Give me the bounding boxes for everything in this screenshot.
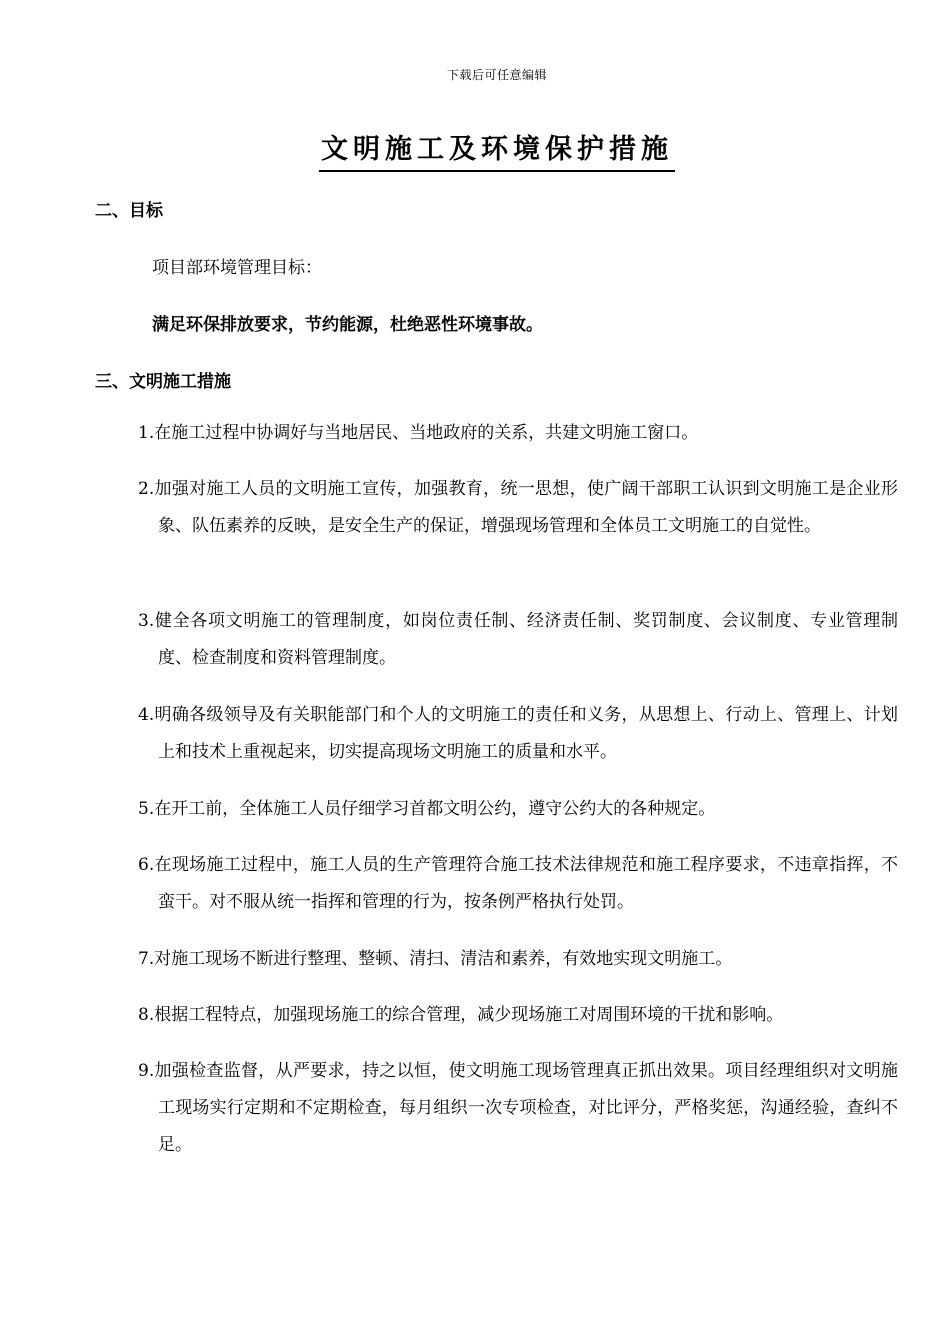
list-item: 2.加强对施工人员的文明施工宣传，加强教育，统一思想，使广阔干部职工认识到文明施工是企业形象、队伍素养的反映，是安全生产的保证，增强现场管理和全体员工文明施工的自觉性。 [138,479,898,536]
list-item: 9.加强检查监督，从严要求，持之以恒，使文明施工现场管理真正抓出效果。项目经理组织对文明施工现场实行定期和不定期检查，每月组织一次专项检查，对比评分，严格奖惩，沟通经验，查纠不足。 [138,1061,898,1155]
document-title-text: 文明施工及环境保护措施 [319,133,675,172]
list-item: 4.明确各级领导及有关职能部门和个人的文明施工的责任和义务，从思想上、行动上、管理上、计划上和技术上重视起来，切实提高现场文明施工的质量和水平。 [138,705,898,762]
header-note: 下载后可任意编辑 [446,68,547,82]
goal-intro: 项目部环境管理目标： [152,258,322,278]
list-item: 3.健全各项文明施工的管理制度，如岗位责任制、经济责任制、奖罚制度、会议制度、专业管理制度、检查制度和资料管理制度。 [138,611,898,668]
goal-statement: 满足环保排放要求，节约能源，杜绝恶性环境事故。 [152,315,543,335]
section-heading-goals: 二、目标 [95,201,163,221]
list-item: 1.在施工过程中协调好与当地居民、当地政府的关系，共建文明施工窗口。 [138,423,699,443]
section-heading-measures: 三、文明施工措施 [95,372,231,392]
list-item: 7.对施工现场不断进行整理、整顿、清扫、清洁和素养，有效地实现文明施工。 [138,949,733,969]
list-item: 5.在开工前，全体施工人员仔细学习首都文明公约，遵守公约大的各种规定。 [138,799,716,819]
list-item: 6.在现场施工过程中，施工人员的生产管理符合施工技术法律规范和施工程序要求，不违章指挥，不蛮干。对不服从统一指挥和管理的行为，按条例严格执行处罚。 [138,855,898,912]
list-item: 8.根据工程特点，加强现场施工的综合管理，减少现场施工对周围环境的干扰和影响。 [138,1005,784,1025]
document-title [0,128,950,172]
